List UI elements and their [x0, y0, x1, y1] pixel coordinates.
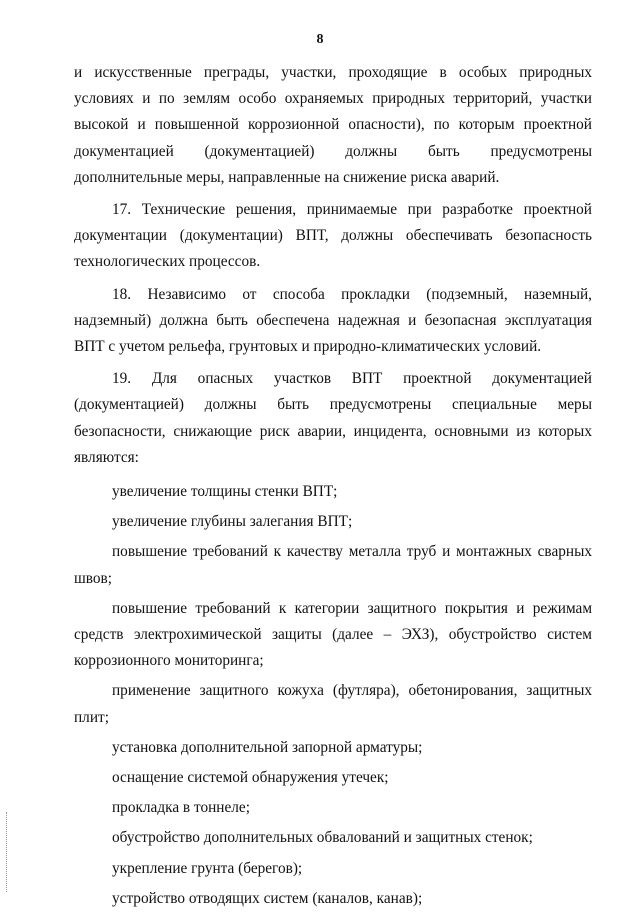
list-item: установка дополнительной запорной арматуры; [112, 738, 423, 756]
paragraph-17: 17. Технические решения, принимаемые при разработке проектной документации (документации) ВПТ, должны обеспечивать безопасность технологических процессов. [74, 201, 592, 271]
paragraph-continuation: и искусственные преграды, участки, проходящие в особых природных условиях и по землям особо охраняемых природных территорий, участки высокой и повышенной коррозионной опасности), по которым проектной документацией (документацией) должны быть предусмотрены дополнительные меры, направленные на снижение риска аварий. [74, 64, 592, 186]
list-item: обустройство дополнительных обвалований и защитных стенок; [112, 829, 533, 847]
list-item: увеличение толщины стенки ВПТ; [112, 483, 338, 501]
list-item: повышение требований к качеству металла труб и монтажных сварных швов; [74, 543, 592, 587]
list-item: увеличение глубины залегания ВПТ; [112, 513, 353, 531]
list-item: устройство отводящих систем (каналов, канав); [112, 889, 423, 907]
page-number: 8 [316, 32, 324, 47]
measures-list [74, 479, 592, 912]
list-item: укрепление грунта (берегов); [112, 859, 303, 877]
list-item: повышение требований к категории защитного покрытия и режимам средств электрохимической защиты (далее – ЭХЗ), обустройство систем коррозионного мониторинга; [74, 599, 592, 670]
scan-margin-mark [6, 812, 9, 892]
list-item: применение защитного кожуха (футляра), обетонирования, защитных плит; [74, 682, 592, 726]
list-item: оснащение системой обнаружения утечек; [112, 769, 389, 787]
paragraph-19: 19. Для опасных участков ВПТ проектной документацией (документацией) должны быть предусмотрены специальные меры безопасности, снижающие риск аварии, инцидента, основными из которых являются: [74, 370, 592, 466]
list-item: прокладка в тоннеле; [112, 799, 250, 817]
paragraph-18: 18. Независимо от способа прокладки (подземный, наземный, надземный) должна быть обеспечена надежная и безопасная эксплуатация ВПТ с учетом рельефа, грунтовых и природно-климатических условий. [74, 285, 592, 356]
document-body [74, 60, 592, 912]
